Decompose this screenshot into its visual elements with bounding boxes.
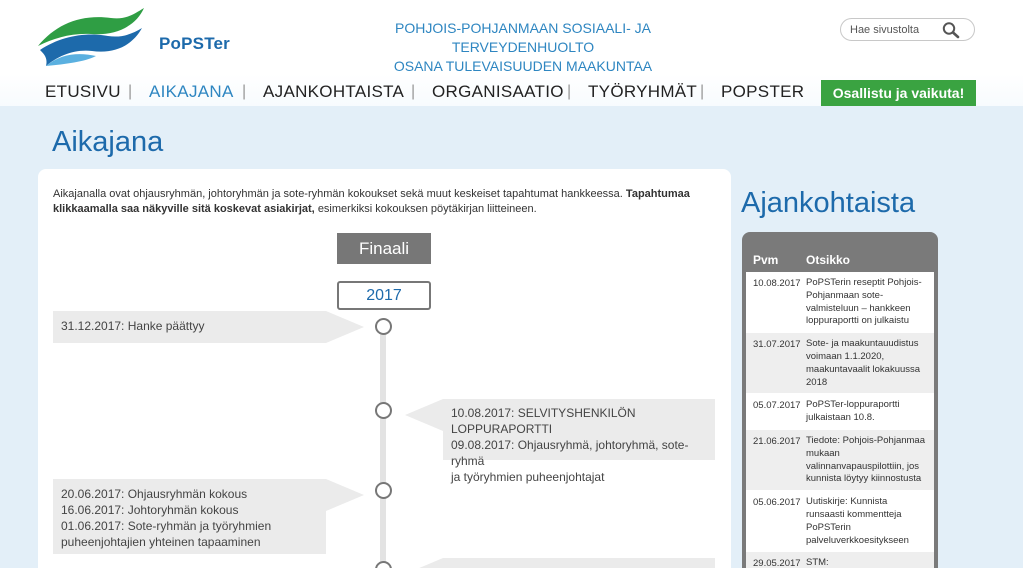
org-title-line-2: OSANA TULEVAISUUDEN MAAKUNTAA	[393, 58, 653, 74]
news-row[interactable]	[746, 552, 934, 568]
nav-item-tyoryhmat[interactable]: TYÖRYHMÄT	[588, 82, 698, 101]
nav-separator: |	[128, 83, 133, 100]
news-title-link[interactable]: Uutiskirje: Kunnista runsaasti kommentteja PoPSTerin palveluverkkoesitykseen	[806, 496, 909, 546]
event-line: ja työryhmien puheenjohtajat	[451, 470, 605, 484]
nav-separator: |	[411, 83, 416, 100]
news-row[interactable]	[746, 491, 934, 552]
timeline-dot[interactable]	[375, 402, 392, 419]
news-row[interactable]	[746, 333, 934, 394]
event-line: 09.08.2017: Ohjausryhmä, johtoryhmä, sote-ryhmä	[451, 438, 689, 468]
intro-text-bold: Tapahtumaa klikkaamalla saa näkyville sitä koskevat asiakirjat,	[53, 188, 690, 215]
timeline-dot[interactable]	[375, 561, 392, 568]
news-row[interactable]	[746, 430, 934, 491]
event-line: 01.06.2017: Sote-ryhmän ja työryhmien	[61, 519, 272, 533]
nav-separator: |	[700, 83, 705, 100]
timeline-dot[interactable]	[375, 482, 392, 499]
news-title-link[interactable]: Tiedote: Pohjois-Pohjanmaa mukaan valinnanvapauspilottiin, jos kunnista löytyy kiinnostusta	[806, 434, 925, 485]
news-date: 31.07.2017	[753, 339, 801, 351]
column-header-title: Otsikko	[806, 253, 851, 267]
timeline-event[interactable]	[53, 479, 326, 554]
popster-logo[interactable]	[36, 6, 230, 68]
timeline-card	[38, 169, 731, 568]
nav-item-etusivu[interactable]: ETUSIVU	[45, 82, 121, 101]
organization-title	[330, 19, 716, 76]
timeline-event-partial[interactable]	[443, 558, 715, 568]
intro-text-part-2: esimerkiksi kokouksen pöytäkirjan liitteineen.	[317, 203, 537, 215]
event-line: 10.08.2017: SELVITYSHENKILÖN LOPPURAPORTTI	[451, 406, 636, 436]
search-input[interactable]	[850, 22, 945, 38]
page-title: Aikajana	[52, 126, 164, 158]
news-row[interactable]	[746, 394, 934, 430]
site-header	[0, 0, 1023, 106]
org-title-line-1: POHJOIS-POHJANMAAN SOSIAALI- JA TERVEYDENHUOLTO	[395, 20, 651, 55]
event-line: 16.06.2017: Johtoryhmän kokous	[61, 503, 239, 517]
participate-button[interactable]: Osallistu ja vaikuta!	[821, 80, 976, 106]
nav-item-aikajana[interactable]: AIKAJANA	[149, 82, 234, 101]
event-line: 20.06.2017: Ohjausryhmän kokous	[61, 487, 248, 501]
news-title-link[interactable]: Sote- ja maakuntauudistus voimaan 1.1.2020, maakuntavaalit lokakuussa 2018	[806, 338, 921, 388]
timeline-line	[380, 323, 386, 568]
timeline-dot[interactable]	[375, 318, 392, 335]
news-date: 21.06.2017	[753, 435, 801, 447]
nav-item-organisaatio[interactable]: ORGANISAATIO	[432, 82, 564, 101]
timeline-event[interactable]	[443, 399, 715, 484]
news-title-link[interactable]: PoPSTer-loppuraportti julkaistaan 10.8.	[806, 399, 900, 424]
news-date: 05.07.2017	[753, 400, 801, 412]
news-row[interactable]	[746, 272, 934, 333]
event-line: puheenjohtajien yhteinen tapaaminen	[61, 535, 261, 549]
intro-text-part-1: Aikajanalla ovat ohjausryhmän, johtoryhmän ja sote-ryhmän kokoukset sekä muut keskeiset tapahtumat hankkeessa.	[53, 188, 623, 200]
news-title-link[interactable]: PoPSTerin reseptit Pohjois-Pohjanmaan sote-valmisteluun – hankkeen loppuraportti on julkaistu	[806, 277, 922, 327]
search-icon[interactable]	[941, 21, 961, 39]
news-date: 10.08.2017	[753, 278, 801, 289]
column-header-date: Pvm	[753, 253, 779, 267]
search-box	[840, 18, 975, 41]
news-table	[742, 232, 938, 568]
nav-item-ajankohtaista[interactable]: AJANKOHTAISTA	[263, 82, 405, 101]
news-list	[746, 272, 934, 568]
nav-separator: |	[567, 83, 572, 100]
intro-text	[53, 187, 693, 217]
news-date: 05.06.2017	[753, 497, 801, 509]
news-table-header	[742, 248, 938, 272]
news-date: 29.05.2017	[753, 558, 801, 568]
nav-separator: |	[242, 83, 247, 100]
timeline-event[interactable]	[53, 311, 326, 343]
news-section-title: Ajankohtaista	[741, 187, 916, 219]
news-title-link[interactable]: STM:	[806, 557, 829, 568]
event-line: 31.12.2017: Hanke päättyy	[61, 319, 205, 333]
logo-text: PoPSTer	[159, 34, 230, 53]
nav-item-popster[interactable]: POPSTER	[721, 82, 805, 101]
finale-label: Finaali	[337, 233, 431, 264]
year-marker[interactable]: 2017	[337, 281, 431, 310]
